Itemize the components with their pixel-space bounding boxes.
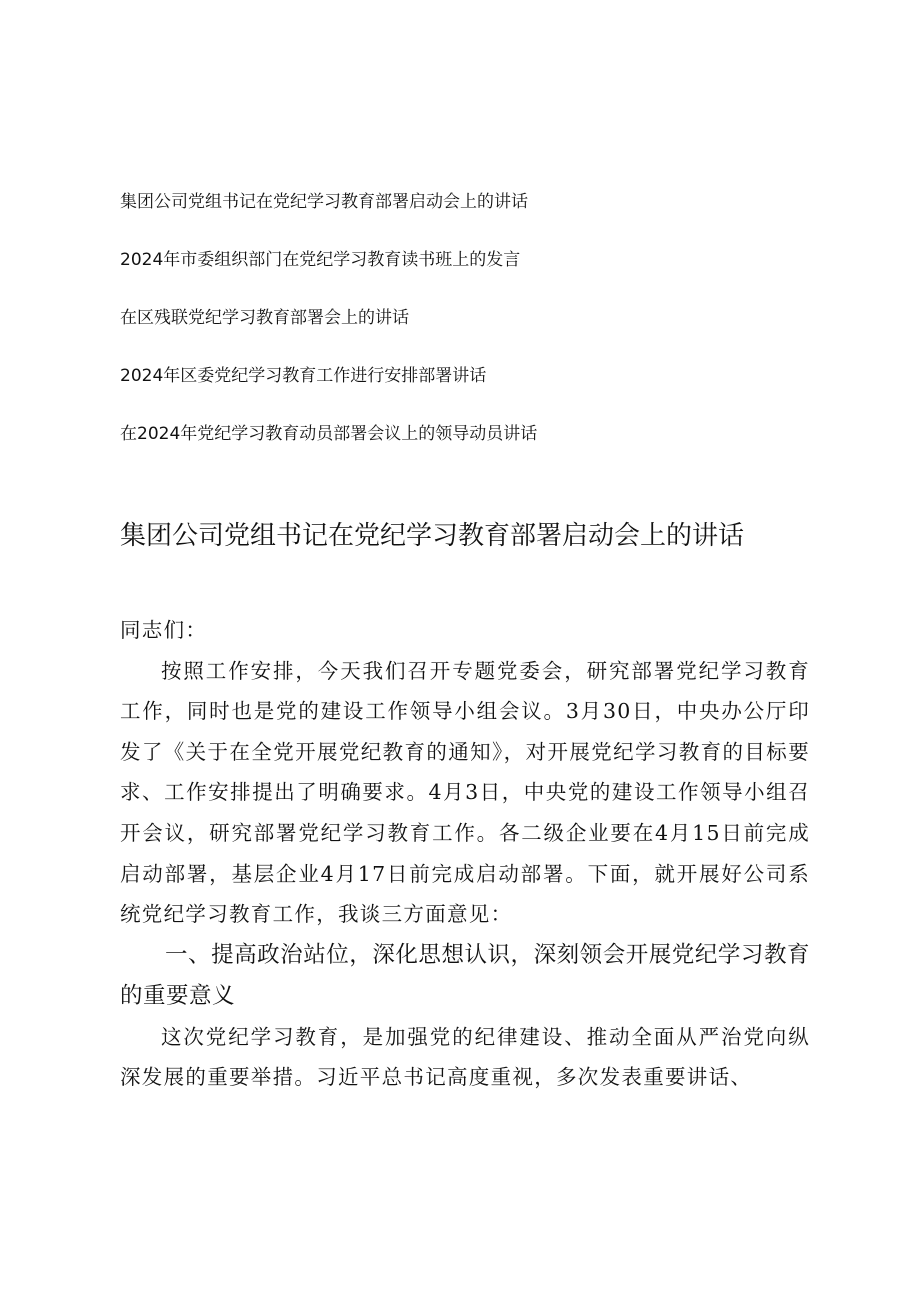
body-paragraph: 这次党纪学习教育，是加强党的纪律建设、推动全面从严治党向纵深发展的重要举措。习近平总书记高度重视，多次发表重要讲话、 [120,1024,810,1090]
toc-item[interactable]: 2024年市委组织部门在党纪学习教育读书班上的发言 [120,250,521,270]
document-title: 集团公司党组书记在党纪学习教育部署启动会上的讲话 [120,521,745,551]
toc-item[interactable]: 2024年区委党纪学习教育工作进行安排部署讲话 [120,366,487,386]
salutation: 同志们： [120,618,208,642]
document-body [120,610,810,1098]
toc-item[interactable]: 集团公司党组书记在党纪学习教育部署启动会上的讲话 [120,192,528,212]
table-of-contents [120,190,820,480]
toc-item[interactable]: 在2024年党纪学习教育动员部署会议上的领导动员讲话 [120,424,538,444]
toc-item[interactable]: 在区残联党纪学习教育部署会上的讲话 [120,308,409,328]
body-paragraph: 按照工作安排，今天我们召开专题党委会，研究部署党纪学习教育工作，同时也是党的建设工作领导小组会议。3月30日，中央办公厅印发了《关于在全党开展党纪教育的通知》，对开展党纪学习教育的目标要求、工作安排提出了明确要求。4月3日，中央党的建设工作领导小组召开会议，研究部署党纪学习教育工作。各二级企业要在4月15日前完成启动部署，基层企业4月17日前完成启动部署。下面，就开展好公司系统党纪学习教育工作，我谈三方面意见： [120,658,810,927]
section-heading: 一、提高政治站位，深化思想认识，深刻领会开展党纪学习教育的重要意义 [120,941,810,1009]
